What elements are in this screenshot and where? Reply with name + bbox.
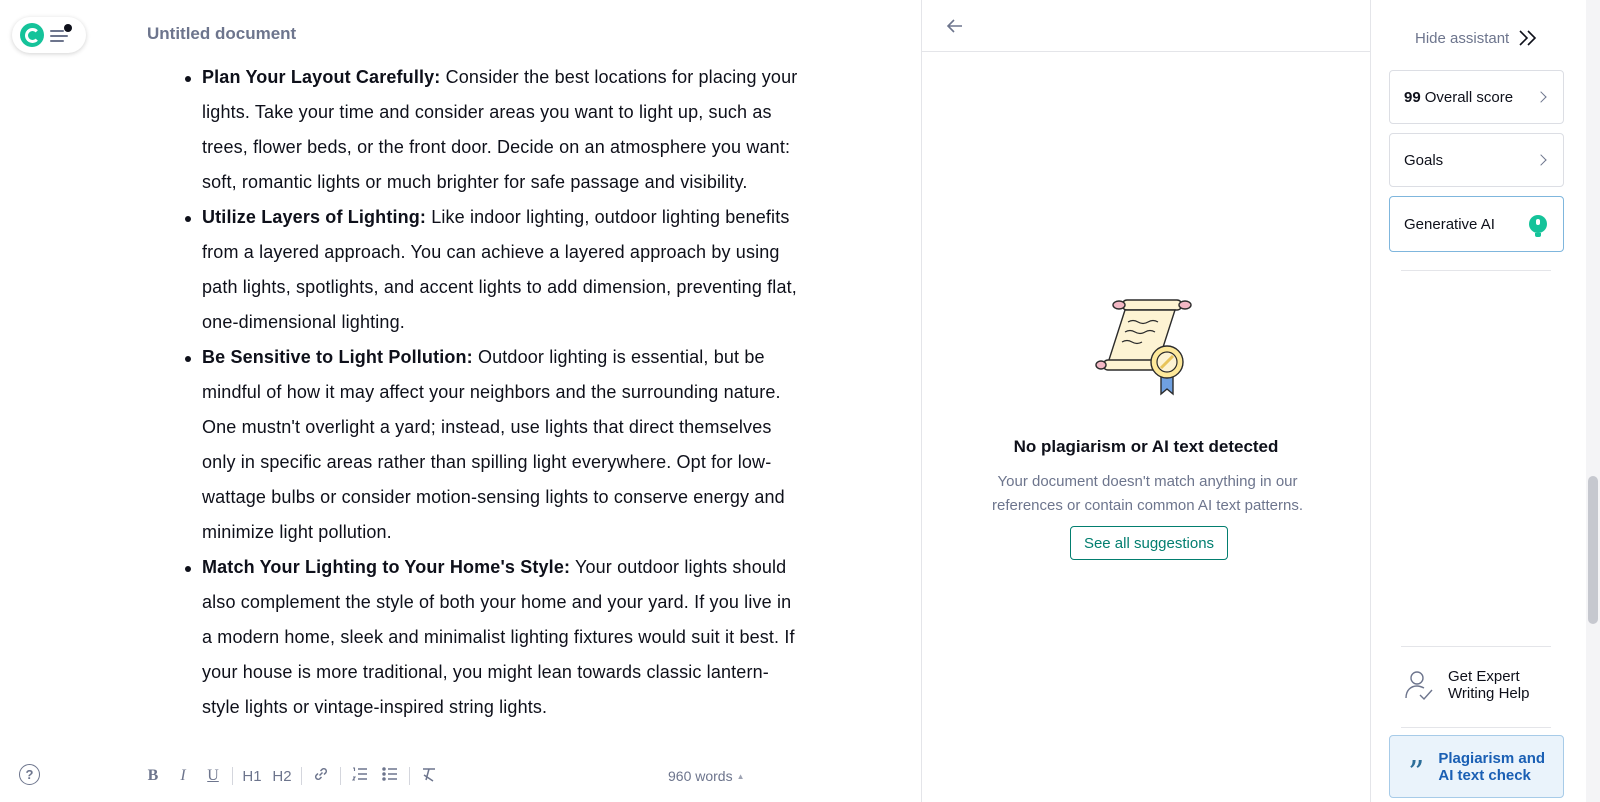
- bullet-text: Like indoor lighting, outdoor lighting benefits from a layered approach. You can achieve a layered approach by using path lights, spotlights, and accent lights to add dimension, preventing flat, one-dimensional lighting.: [202, 207, 797, 332]
- grammarly-logo-icon: [20, 23, 44, 47]
- bullet-text: Outdoor lighting is essential, but be mindful of how it may affect your neighbors and the surrounding nature. One mustn't overlight a yard; instead, use lights that direct themselves only in specific areas rather than spilling light everywhere. Opt for low-wattage bulbs or consider motion-sensing lights to conserve energy and minimize light pollution.: [202, 347, 785, 542]
- back-button[interactable]: [943, 14, 967, 38]
- document-title[interactable]: Untitled document: [147, 24, 297, 43]
- certificate-scroll-icon: [1095, 298, 1205, 400]
- bullet-list: [145, 60, 805, 725]
- score-value: 99: [1404, 88, 1421, 106]
- sidebar-divider: [1370, 0, 1371, 802]
- hide-assistant-button[interactable]: [1415, 28, 1539, 48]
- list-item[interactable]: [145, 550, 805, 725]
- plagiarism-check-button[interactable]: [1389, 735, 1564, 798]
- bullet-heading: Utilize Layers of Lighting:: [202, 207, 427, 227]
- result-title: No plagiarism or AI text detected: [1013, 437, 1279, 456]
- quote-icon: ”: [1408, 752, 1425, 791]
- italic-button[interactable]: I: [180, 767, 186, 784]
- link-button[interactable]: [306, 765, 336, 788]
- bullet-text: Your outdoor lights should also complement the style of both your home and your yard. If you live in a modern home, sleek and minimalist lighting fixtures would suit it best. If your house is more traditional, you might lean towards classic lantern-style lights or vintage-inspired string lights.: [202, 557, 795, 717]
- underline-button[interactable]: U: [207, 767, 219, 784]
- bullet-heading: Be Sensitive to Light Pollution:: [202, 347, 473, 367]
- clear-formatting-button[interactable]: [414, 765, 444, 788]
- sidebar-divider-line: [1401, 727, 1551, 728]
- scrollbar-track[interactable]: [1586, 0, 1600, 802]
- see-all-suggestions-button[interactable]: See all suggestions: [1070, 526, 1228, 560]
- double-chevron-right-icon: [1517, 28, 1539, 48]
- generative-ai-card[interactable]: [1389, 196, 1564, 252]
- bullet-list-icon: [381, 765, 399, 783]
- goals-label: Goals: [1404, 151, 1444, 169]
- clear-formatting-icon: [420, 765, 438, 783]
- overall-score: [1404, 89, 1513, 106]
- bullet-text: Consider the best locations for placing your lights. Take your time and consider areas you want to light up, such as trees, flower beds, or the front door. Decide on an atmosphere you want: soft, romantic lights or much brighter for safe passage and visibility.: [202, 67, 798, 192]
- panel-header-divider: [922, 51, 1370, 52]
- panel-divider: [921, 0, 922, 802]
- goals-card[interactable]: [1389, 133, 1564, 187]
- lightbulb-icon: [1529, 215, 1547, 233]
- heading2-button[interactable]: H2: [272, 767, 292, 785]
- toolbar-divider: [301, 767, 302, 785]
- arrow-left-icon: [943, 14, 967, 38]
- generative-ai-label: Generative AI: [1404, 215, 1495, 233]
- help-icon[interactable]: ?: [19, 764, 40, 785]
- word-count[interactable]: 960 words ▲: [668, 768, 745, 784]
- chevron-right-icon: [1535, 91, 1546, 102]
- toolbar-divider: [409, 767, 410, 785]
- expert-help-label: Get Expert Writing Help: [1448, 668, 1530, 702]
- result-description: Your document doesn't match anything in our references or contain common AI text patterns.: [992, 473, 1303, 514]
- expert-person-icon: [1404, 668, 1434, 702]
- scrollbar-thumb[interactable]: [1588, 476, 1598, 624]
- chevron-right-icon: [1535, 154, 1546, 165]
- grammarly-logo-menu[interactable]: [12, 17, 86, 53]
- sidebar-divider-line: [1401, 646, 1551, 647]
- formatting-toolbar: [138, 764, 444, 788]
- numbered-list-icon: [351, 765, 369, 783]
- notification-dot-icon: [64, 24, 72, 32]
- expert-writing-help-button[interactable]: [1404, 668, 1558, 702]
- bold-button[interactable]: B: [147, 767, 159, 784]
- plagiarism-check-label: Plagiarism and AI text check: [1438, 749, 1546, 784]
- score-label: Overall score: [1424, 88, 1514, 106]
- list-item[interactable]: [145, 60, 805, 200]
- list-item[interactable]: [145, 200, 805, 340]
- hide-assistant-label: Hide assistant: [1415, 29, 1510, 47]
- list-item[interactable]: [145, 340, 805, 550]
- bullet-heading: Plan Your Layout Carefully:: [202, 67, 441, 87]
- bullet-heading: Match Your Lighting to Your Home's Style:: [202, 557, 571, 577]
- link-icon: [312, 765, 330, 783]
- sidebar-divider-line: [1401, 270, 1551, 271]
- toolbar-divider: [340, 767, 341, 785]
- numbered-list-button[interactable]: [345, 765, 375, 788]
- document-editor[interactable]: [145, 60, 805, 750]
- overall-score-card[interactable]: [1389, 70, 1564, 124]
- heading1-button[interactable]: H1: [242, 767, 262, 785]
- bullet-list-button[interactable]: [375, 765, 405, 788]
- menu-icon: [50, 26, 72, 44]
- toolbar-divider: [232, 767, 233, 785]
